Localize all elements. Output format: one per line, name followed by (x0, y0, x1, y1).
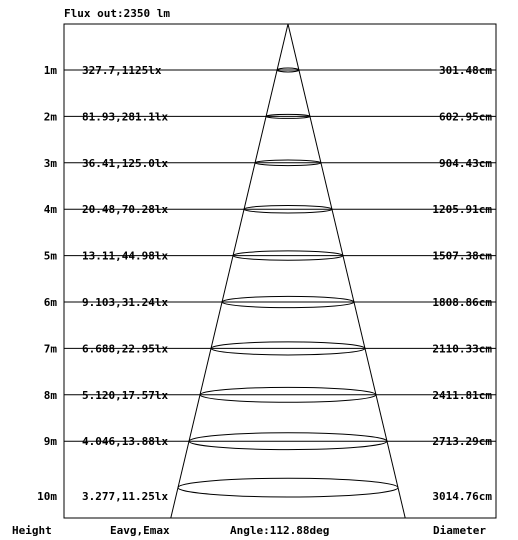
row-illuminance-value: 5.120,17.57lx (82, 388, 169, 402)
row-height-label: 6m (43, 296, 57, 309)
flux-title: Flux out:2350 lm (64, 7, 170, 20)
row-height-label: 5m (43, 249, 57, 263)
row-illuminance-value: 20.48,70.28lx (82, 203, 169, 217)
row-diameter-value: 1507.38cm (432, 249, 492, 263)
eavg-emax-column-label: Eavg,Emax (110, 524, 170, 537)
distance-row (44, 203, 496, 216)
distance-row (44, 435, 496, 448)
row-diameter-value: 2713.29cm (432, 435, 492, 449)
row-illuminance-value: 327.7,1125lx (82, 64, 162, 77)
diameter-column-label: Diameter (433, 524, 486, 537)
row-diameter-value: 2411.81cm (432, 388, 492, 402)
row-height-label: 3m (43, 156, 57, 170)
row-diameter-value: 2110.33cm (432, 342, 492, 356)
cone-left-edge (171, 24, 288, 518)
row-diameter-value: 1808.86cm (432, 296, 492, 309)
beam-angle-label: Angle:112.88deg (230, 524, 330, 537)
row-illuminance-value: 4.046,13.88lx (82, 435, 169, 449)
rows-layer (37, 64, 496, 503)
row-height-label: 8m (43, 388, 57, 402)
row-illuminance-value: 6.688,22.95lx (82, 342, 169, 356)
row-diameter-value: 3014.76cm (432, 490, 492, 503)
row-diameter-value: 1205.91cm (432, 203, 492, 217)
row-illuminance-value: 36.41,125.0lx (82, 156, 169, 170)
height-column-label: Height (12, 524, 52, 537)
distance-row (44, 110, 496, 123)
row-illuminance-value: 13.11,44.98lx (82, 249, 169, 263)
row-height-label: 7m (43, 342, 57, 356)
beam-cone (171, 24, 405, 518)
row-height-label: 10m (37, 490, 57, 503)
row-illuminance-value: 9.103,31.24lx (82, 296, 169, 309)
distance-row (44, 342, 496, 355)
row-height-label: 9m (43, 435, 57, 449)
row-height-label: 2m (43, 110, 57, 124)
distance-row (44, 64, 496, 77)
row-illuminance-value: 81.93,281.1lx (82, 110, 169, 124)
row-height-label: 4m (43, 203, 57, 217)
row-height-label: 1m (43, 64, 57, 77)
row-diameter-value: 602.95cm (439, 110, 492, 124)
row-diameter-value: 904.43cm (439, 156, 492, 170)
distance-row (44, 157, 496, 170)
row-illuminance-value: 3.277,11.25lx (82, 490, 169, 503)
distance-row (44, 389, 496, 402)
beam-cross-section (178, 478, 398, 497)
row-diameter-value: 301.48cm (439, 64, 492, 77)
cone-right-edge (288, 24, 405, 518)
